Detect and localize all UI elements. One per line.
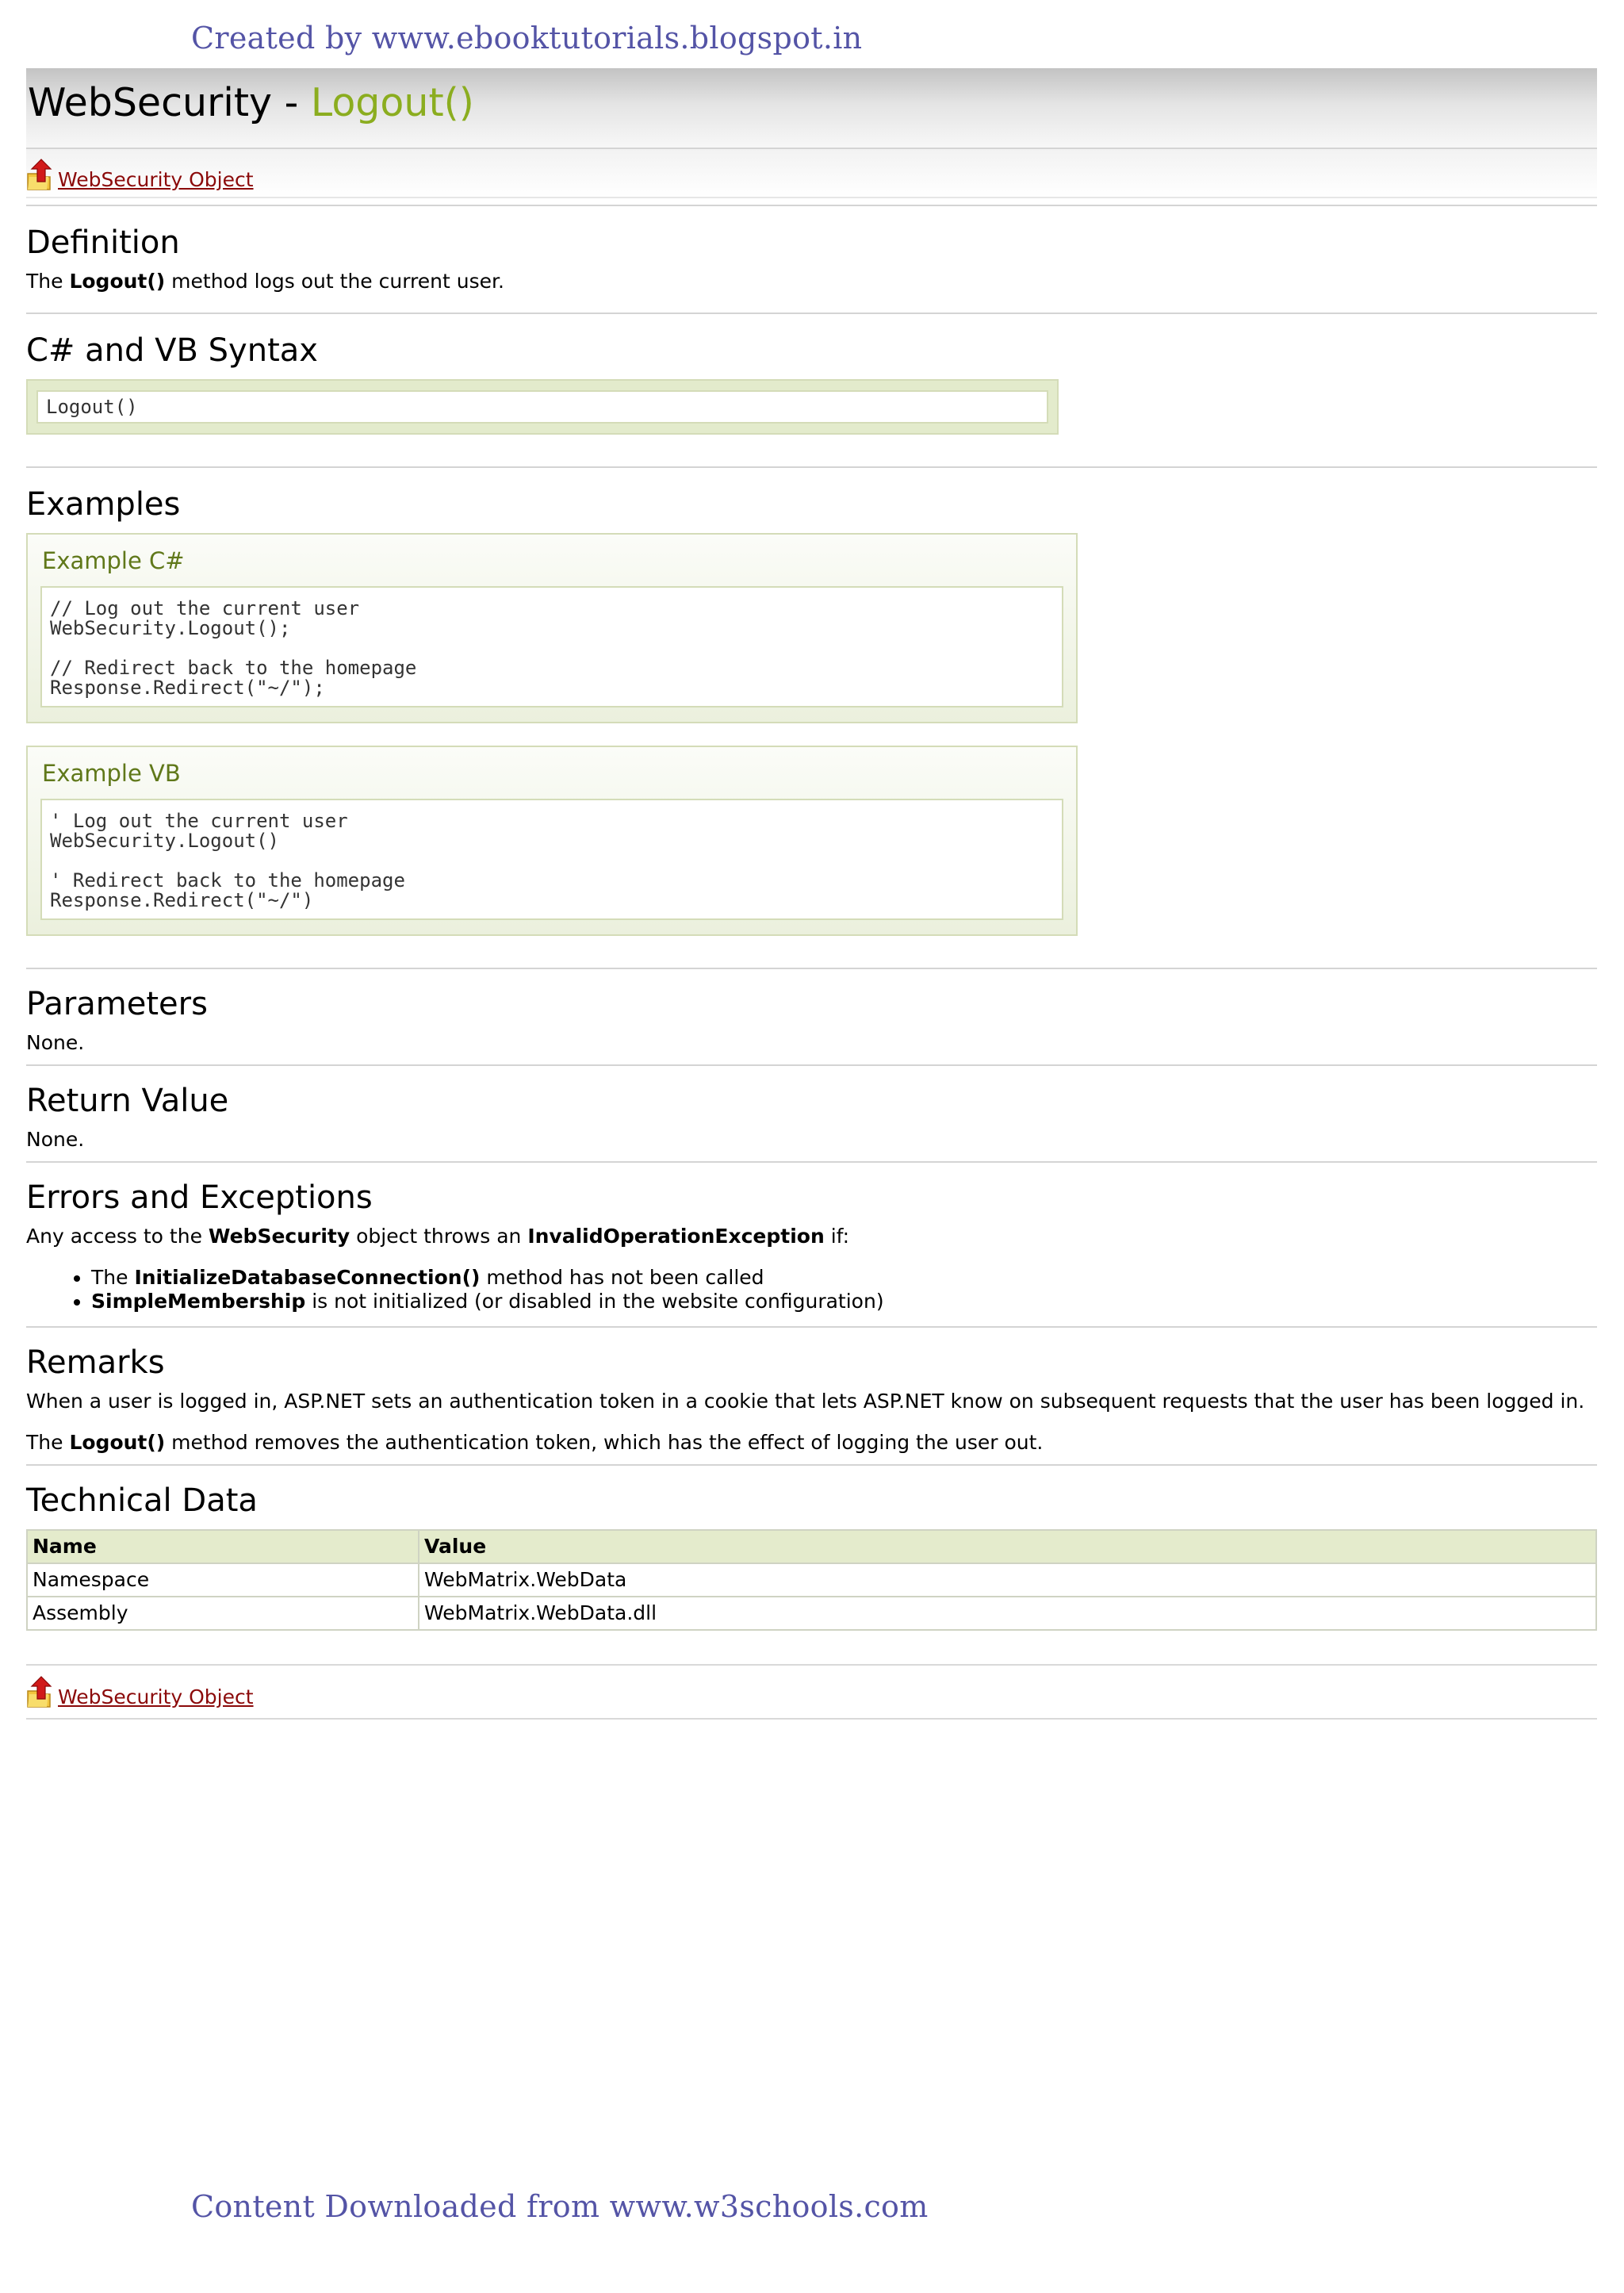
remarks-para2-bold: Logout(): [69, 1430, 166, 1454]
divider: [26, 466, 1597, 468]
divider: [26, 313, 1597, 314]
parameters-heading: Parameters: [26, 985, 208, 1022]
technical-data-heading: Technical Data: [26, 1482, 258, 1519]
table-cell: WebMatrix.WebData.dll: [419, 1597, 1596, 1630]
remarks-para2: [26, 1431, 1597, 1455]
table-row: [27, 1597, 1596, 1630]
syntax-code: Logout(): [36, 390, 1048, 424]
table-cell: WebMatrix.WebData: [419, 1563, 1596, 1597]
table-header-row: [27, 1530, 1596, 1563]
example-csharp-title: Example C#: [42, 547, 185, 574]
page-title-main: WebSecurity -: [28, 80, 311, 125]
errors-intro-pre: Any access to the: [26, 1224, 209, 1248]
nav-row-top: [26, 149, 1597, 198]
errors-list: [26, 1266, 1597, 1313]
syntax-heading: C# and VB Syntax: [26, 332, 318, 369]
watermark-bottom: Content Downloaded from www.w3schools.com: [191, 2189, 929, 2224]
definition-text-pre: The: [26, 270, 70, 293]
errors-heading: Errors and Exceptions: [26, 1179, 373, 1216]
example-vb-box: [26, 746, 1078, 936]
return-value-text: None.: [26, 1127, 85, 1151]
syntax-box: [26, 379, 1059, 435]
title-bar: [26, 68, 1597, 149]
back-link-label: WebSecurity Object: [58, 1685, 254, 1708]
table-header-cell: Name: [27, 1530, 419, 1563]
main-content: [26, 68, 1597, 1720]
divider: [26, 1464, 1597, 1466]
technical-data-table: [26, 1529, 1597, 1631]
bullet1-bold: InitializeDatabaseConnection(): [134, 1265, 481, 1289]
table-cell: Assembly: [27, 1597, 419, 1630]
divider: [26, 1326, 1597, 1328]
nav-row-bottom: [26, 1664, 1597, 1720]
page-title-accent: Logout(): [310, 80, 474, 125]
remarks-para2-post: method removes the authentication token, which has the effect of logging the user out.: [165, 1430, 1044, 1454]
errors-intro-post: if:: [824, 1224, 850, 1248]
errors-intro: [26, 1225, 1597, 1248]
definition-text-post: method logs out the current user.: [165, 270, 504, 293]
folder-up-arrow-icon: [26, 158, 53, 191]
back-to-websecurity-link[interactable]: [26, 158, 254, 191]
definition-text-bold: Logout(): [69, 270, 166, 293]
list-item: [91, 1266, 1597, 1290]
list-item: [91, 1290, 1597, 1313]
example-csharp-box: [26, 533, 1078, 723]
remarks-heading: Remarks: [26, 1344, 165, 1381]
errors-intro-mid: object throws an: [350, 1224, 528, 1248]
remarks-para1: When a user is logged in, ASP.NET sets an authentication token in a cookie that lets ASP.NET know on subsequent requests that the user has been logged in.: [26, 1389, 1585, 1413]
errors-intro-bold1: WebSecurity: [208, 1224, 350, 1248]
folder-up-arrow-icon: [26, 1675, 53, 1708]
divider: [26, 968, 1597, 969]
divider: [26, 1064, 1597, 1066]
remarks-para2-pre: The: [26, 1430, 70, 1454]
bullet2-bold: SimpleMembership: [91, 1289, 306, 1313]
table-row: [27, 1563, 1596, 1597]
definition-heading: Definition: [26, 224, 180, 261]
parameters-text: None.: [26, 1030, 85, 1054]
page-title: [28, 78, 474, 128]
bullet1-pre: The: [91, 1265, 135, 1289]
bullet1-post: method has not been called: [480, 1265, 764, 1289]
errors-intro-bold2: InvalidOperationException: [527, 1224, 825, 1248]
definition-text: [26, 270, 1597, 293]
back-to-websecurity-link[interactable]: [26, 1675, 254, 1708]
back-link-label: WebSecurity Object: [58, 168, 254, 191]
watermark-top: Created by www.ebooktutorials.blogspot.in: [191, 21, 863, 56]
divider: [26, 205, 1597, 206]
example-vb-title: Example VB: [42, 759, 181, 787]
table-cell: Namespace: [27, 1563, 419, 1597]
example-csharp-code: // Log out the current user WebSecurity.Logout(); // Redirect back to the homepage Response.Redirect("~/");: [40, 586, 1063, 707]
divider: [26, 1161, 1597, 1163]
example-vb-code: ' Log out the current user WebSecurity.Logout() ' Redirect back to the homepage Response.Redirect("~/"): [40, 799, 1063, 920]
table-header-cell: Value: [419, 1530, 1596, 1563]
bullet2-post: is not initialized (or disabled in the website configuration): [305, 1289, 884, 1313]
return-value-heading: Return Value: [26, 1082, 229, 1119]
examples-heading: Examples: [26, 486, 181, 523]
